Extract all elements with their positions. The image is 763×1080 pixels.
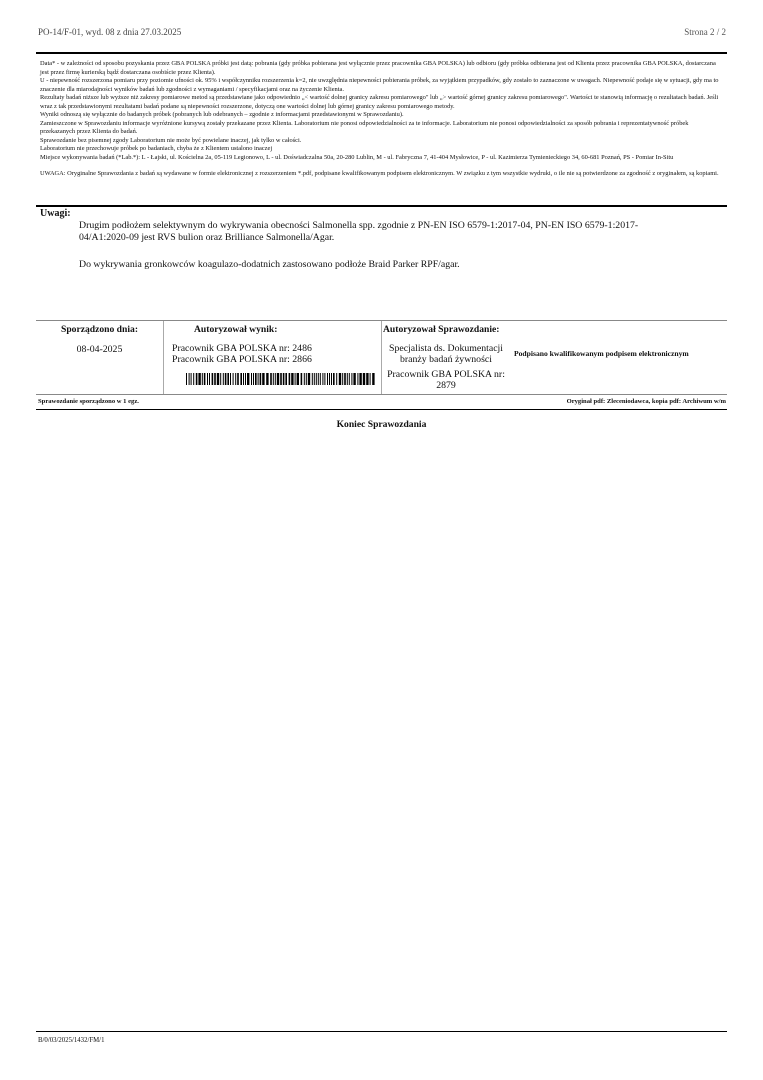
barcode-bar — [235, 373, 236, 385]
note-results: Wyniki odnoszą się wyłącznie do badanych próbek (pobranych lub odebranych – zgodnie z informacjami przedstawionymi w Sprawozdaniu). — [40, 111, 404, 118]
barcode-bar — [308, 373, 310, 385]
barcode-bar — [262, 373, 264, 385]
barcode-bar — [312, 373, 313, 385]
barcode-bar — [366, 373, 368, 385]
barcode-bar — [260, 373, 262, 385]
barcode-bar — [247, 373, 249, 385]
barcode-bar — [304, 373, 305, 385]
barcode-bar — [318, 373, 319, 385]
barcode-bar — [280, 373, 282, 385]
form-id: PO-14/F-01, wyd. 08 z dnia 27.03.2025 — [38, 27, 182, 37]
copies-note: Sprawozdanie sporządzono w 1 egz. — [38, 398, 139, 405]
note-ranges: Rezultaty badań niższe lub wyższe niż zakresy pomiarowe metod są przedstawiane jako odpowiednio „< wartość dolnej granicy zakresu pomiarowego" lub „> wartość górnej granicy zakresu pomiarowego". Wartości te stanowią informację o rezultatach badań. Jeśli wraz z tak przedstawionymi rezultatami badań podane są niepewności rozszerzone, dotyczą one wartości dolnej lub górnej granicy zakresu pomiarowego metody. — [40, 94, 719, 110]
barcode-bar — [240, 373, 242, 385]
barcode-bar — [283, 373, 285, 385]
barcode-bar — [349, 373, 350, 385]
barcode-bar — [327, 373, 328, 385]
barcode-bar — [220, 373, 221, 385]
note-client-info: Zamieszczone w Sprawozdaniu informacje wyróżnione kursywą zostały przekazane przez Klienta. Laboratorium nie ponosi odpowiedzialności za te informacje. Laboratorium nie ponosi odpowiedzialności za sposób pobrania i reprezentatywność próbek przekazanych przez Klienta do badań. — [40, 119, 689, 135]
barcode-bar — [253, 373, 254, 385]
barcode-bar — [223, 373, 224, 385]
prepared-date: 08-04-2025 — [76, 344, 123, 355]
barcode-bar — [266, 373, 268, 385]
barcode-bar — [202, 373, 203, 385]
barcode-bar — [243, 373, 244, 385]
barcode-bar — [301, 373, 303, 385]
barcode-bar — [212, 373, 214, 385]
barcode-bar — [351, 373, 352, 385]
remark-staphylococcus: Do wykrywania gronkowców koagulazo-dodatnich zastosowano podłoże Braid Parker RPF/agar. — [79, 259, 460, 270]
barcode-bar — [291, 373, 293, 385]
page-number: Strona 2 / 2 — [684, 27, 726, 37]
authorized-report-employee: Pracownik GBA POLSKA nr: 2879 — [387, 369, 505, 391]
barcode-bar — [198, 373, 200, 385]
prepared-column — [36, 321, 163, 394]
barcode-bar — [322, 373, 323, 385]
footer-rule — [36, 409, 727, 410]
original-note: Oryginał pdf: Zleceniodawca, kopia pdf: Archiwum w/m — [566, 398, 726, 405]
remarks-text — [79, 220, 679, 287]
note-data: Data* - w zależności od sposobu pozyskania przez GBA POLSKA próbki jest datą: pobrania (gdy próbka pobierana jest wyłącznie przez pracownika GBA POLSKA) lub odbioru (gdy próbka odbierana jest od Klienta przez pracownika GBA POLSKA, dostarczana jest przez firmę kurierską bądź dostarczana osobiście przez Klienta). — [40, 60, 716, 76]
barcode-bar — [363, 373, 365, 385]
barcode-bar — [329, 373, 330, 385]
note-copy: Sprawozdanie bez pisemnej zgody Laboratorium nie może być powielane inaczej, jak tylko w całości. — [40, 136, 302, 144]
barcode-bar — [306, 373, 307, 385]
authorized-result-label: Autoryzował wynik: — [194, 324, 278, 335]
barcode-bar — [251, 373, 252, 385]
barcode-bar — [275, 373, 276, 385]
signature-barcode — [186, 373, 378, 385]
barcode-bar — [285, 373, 287, 385]
barcode-bar — [209, 373, 210, 385]
barcode-bar — [196, 373, 198, 385]
barcode-bar — [225, 373, 227, 385]
barcode-bar — [320, 373, 321, 385]
authorized-result-employee-2: Pracownik GBA POLSKA nr: 2866 — [172, 354, 312, 365]
barcode-bar — [189, 373, 190, 385]
bottom-rule — [36, 1031, 727, 1032]
remarks-label: Uwagi: — [40, 208, 71, 219]
barcode-bar — [204, 373, 206, 385]
barcode-bar — [230, 373, 231, 385]
barcode-bar — [258, 373, 259, 385]
barcode-bar — [214, 373, 216, 385]
barcode-bar — [255, 373, 257, 385]
authorized-report-role: Specjalista ds. Dokumentacji branży badań żywności — [389, 343, 503, 365]
barcode-bar — [186, 373, 187, 385]
barcode-bar — [207, 373, 208, 385]
top-rule — [36, 52, 727, 54]
end-of-report: Koniec Sprawozdania — [336, 419, 427, 430]
barcode-bar — [233, 373, 234, 385]
barcode-bar — [314, 373, 315, 385]
barcode-bar — [347, 373, 348, 385]
signature-column — [509, 321, 727, 394]
signed-text: Podpisano kwalifikowanym podpisem elektronicznym — [514, 349, 689, 358]
barcode-bar — [295, 373, 296, 385]
note-storage: Laboratorium nie przechowuje próbek po badaniach, chyba że z Klientem ustalono inaczej — [40, 145, 273, 152]
barcode-bar — [324, 373, 325, 385]
notes-bottom-rule — [36, 205, 727, 207]
barcode-bar — [342, 373, 343, 385]
barcode-bar — [237, 373, 239, 385]
barcode-bar — [370, 373, 371, 385]
authorized-result-employee-1: Pracownik GBA POLSKA nr: 2486 — [172, 343, 312, 354]
barcode-bar — [336, 373, 337, 385]
notes-block — [40, 60, 724, 179]
barcode-bar — [344, 373, 346, 385]
barcode-bar — [357, 373, 358, 385]
note-locations: Miejsce wykonywania badań (*Lab.*): L - Łajski, ul. Kościelna 2a, 05-119 Legionowo, L - ul. Doświadczalna 50a, 20-280 Lublin, M - ul. Fabryczna 7, 41-404 Mysłowice, P - ul. Kazimierza Tymienieckiego 34, 60-681 Poznań, PS - Pomiar In-Situ — [40, 153, 674, 161]
barcode-bar — [191, 373, 192, 385]
note-uncertainty: U - niepewność rozszerzona pomiaru przy poziomie ufności ok. 95% i współczynniku rozszerzenia k=2, nie uwzględnia niepewności pobierania próbek, za wyjątkiem przypadków, gdy zostało to zaznaczone w uwagach. Niepewność podaje się w sytuacji, gdy ma to znaczenie dla miarodajności wyników badań lub zgodności z wymaganiami / specyfikacjami oraz na życzenie Klienta. — [40, 77, 719, 93]
barcode-bar — [359, 373, 361, 385]
authorized-report-label: Autoryzował Sprawozdanie: — [383, 324, 500, 335]
barcode-bar — [297, 373, 299, 385]
barcode-bar — [333, 373, 335, 385]
prepared-label: Sporządzono dnia: — [60, 324, 139, 335]
warning-note: UWAGA: Oryginalne Sprawozdania z badań są wydawane w formie elektronicznej z rozszerzeniem *.pdf, podpisane kwalifikowanym podpisem elektronicznym. W związku z tym wszystkie wydruki, o ile nie są potwierdzone za zgodność z oryginałem, są kopiami. — [40, 170, 719, 177]
barcode-bar — [227, 373, 229, 385]
barcode-bar — [193, 373, 194, 385]
barcode-bar — [277, 373, 279, 385]
document-code: B/0/03/2025/1432/FM/1 — [38, 1037, 105, 1044]
barcode-bar — [217, 373, 219, 385]
barcode-bar — [353, 373, 355, 385]
barcode-bar — [245, 373, 246, 385]
signature-table — [36, 320, 727, 395]
barcode-bar — [273, 373, 274, 385]
authorized-report-column — [381, 321, 510, 394]
barcode-bar — [270, 373, 272, 385]
barcode-bar — [372, 373, 374, 385]
barcode-bar — [289, 373, 291, 385]
barcode-bar — [339, 373, 341, 385]
barcode-bar — [316, 373, 317, 385]
remark-salmonella: Drugim podłożem selektywnym do wykrywania obecności Salmonella spp. zgodnie z PN-EN ISO 6579-1:2017-04, PN-EN ISO 6579-1:2017-04/A1:2020-09 jest RVS bulion oraz Brilliance Salmonella/Agar. — [79, 220, 639, 243]
barcode-bar — [331, 373, 332, 385]
